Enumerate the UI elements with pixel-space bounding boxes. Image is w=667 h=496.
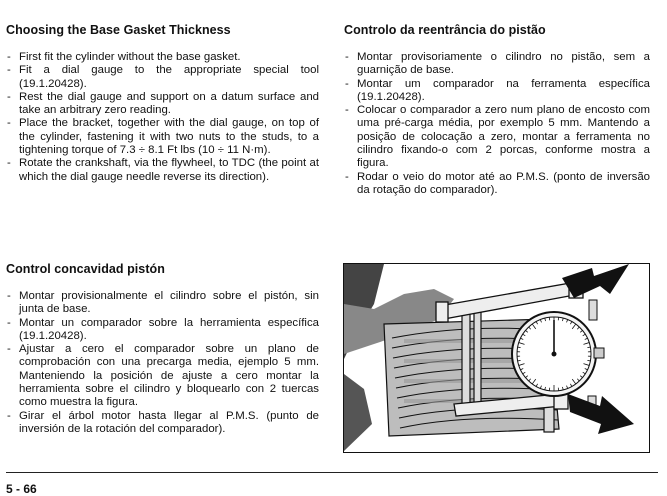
list-item: - Colocar o comparador a zero num plano de encosto com uma pré-carga média, por exemplo 5 mm. Mantendo a posição de colocação a zero, montar a ferramenta no cilindro fixando-o com 2 porcas, conforme mostra a figura. [344, 104, 650, 170]
figure-dial-gauge-on-cylinder [343, 263, 650, 453]
list-item: - Montar um comparador na ferramenta específica (19.1.20428). [344, 78, 650, 105]
page-number: 5 - 66 [6, 482, 37, 496]
list-item: - Montar provisionalmente el cilindro sobre el pistón, sin junta de base. [6, 290, 319, 317]
list-item: - Place the bracket, together with the dial gauge, on top of the cylinder, fastening it with two nuts to the studs, to a tightening torque of 7.3 ÷ 8.1 Ft lbs (10 ÷ 11 N·m). [6, 117, 319, 157]
heading-spanish: Control concavidad pistón [6, 262, 319, 277]
list-item: - First fit the cylinder without the base gasket. [6, 51, 319, 64]
list-item: - Rotate the crankshaft, via the flywheel, to TDC (the point at which the dial gauge needle reverse its direction). [6, 157, 319, 184]
heading-portuguese: Controlo da reentrância do pistão [344, 23, 650, 38]
dial-tick [518, 347, 521, 348]
section-spanish [6, 262, 319, 436]
list-spanish [6, 290, 319, 436]
list-item: - Montar provisoriamente o cilindro no pistão, sem a guarnição de base. [344, 51, 650, 78]
cylinder-dial-gauge-illustration [344, 264, 648, 451]
footer-divider [6, 472, 658, 473]
list-item: - Ajustar a cero el comparador sobre un plano de comprobación con una precarga media, ejemplo 5 mm. Manteniendo la posición de ajuste a cero montar la herramienta sobre el cilindro y bloquearlo con 2 tuercas como muestra la figura. [6, 343, 319, 409]
section-portuguese [344, 23, 650, 197]
list-portuguese [344, 51, 650, 197]
list-english [6, 51, 319, 184]
dial-tick [587, 360, 590, 361]
dial-tick [587, 347, 590, 348]
dial-tick [518, 360, 521, 361]
list-item: - Rest the dial gauge and support on a datum surface and take an arbitrary zero reading. [6, 91, 319, 118]
heading-english: Choosing the Base Gasket Thickness [6, 23, 319, 38]
list-item: - Girar el árbol motor hasta llegar al P.M.S. (punto de inversión de la rotación del comparador). [6, 410, 319, 437]
list-item: - Montar un comparador sobre la herramienta específica (19.1.20428). [6, 317, 319, 344]
list-item: - Rodar o veio do motor até ao P.M.S. (ponto de inversão da rotação do comparador). [344, 171, 650, 198]
list-item: - Fit a dial gauge to the appropriate special tool (19.1.20428). [6, 64, 319, 91]
section-english [6, 23, 319, 184]
